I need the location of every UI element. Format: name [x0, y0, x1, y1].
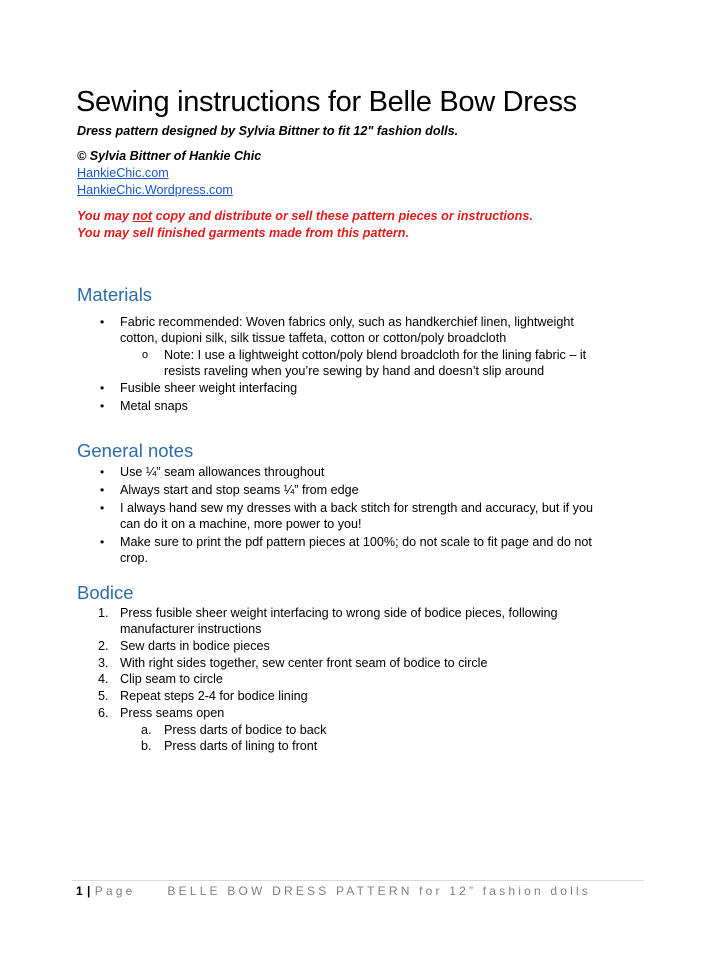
general-notes-item-4-line-1: Make sure to print the pdf pattern pieces at 100%; do not scale to fit page and do not: [120, 535, 592, 549]
bodice-step-1-line-1: Press fusible sheer weight interfacing to wrong side of bodice pieces, following: [120, 606, 558, 620]
bullet-marker: •: [100, 465, 105, 479]
copyright-line: © Sylvia Bittner of Hankie Chic: [77, 149, 262, 163]
step-number: 2.: [98, 639, 109, 653]
bodice-step-1-line-2: manufacturer instructions: [120, 622, 262, 636]
general-notes-item-4-line-2: crop.: [120, 551, 148, 565]
bullet-marker: •: [100, 381, 105, 395]
bodice-step-6b: Press darts of lining to front: [164, 739, 318, 753]
general-notes-item-2: Always start and stop seams ¼” from edge: [120, 483, 359, 497]
page-footer: [76, 884, 591, 898]
materials-note-line-2: resists raveling when you’re sewing by hand and doesn’t slip around: [164, 364, 545, 378]
step-number: 6.: [98, 706, 109, 720]
bullet-marker: •: [100, 501, 105, 515]
footer-running-title: BELLE BOW DRESS PATTERN for 12” fashion dolls: [167, 884, 592, 898]
sub-step-letter: b.: [141, 739, 152, 753]
warning-line-1: You may not copy and distribute or sell these pattern pieces or instructions.: [77, 209, 533, 223]
bodice-step-5: Repeat steps 2-4 for bodice lining: [120, 689, 308, 703]
sub-step-letter: a.: [141, 723, 152, 737]
materials-note-line-1: Note: I use a lightweight cotton/poly blend broadcloth for the lining fabric – it: [164, 348, 587, 362]
general-notes-item-3-line-1: I always hand sew my dresses with a back stitch for strength and accuracy, but if you: [120, 501, 593, 515]
document-title: Sewing instructions for Belle Bow Dress: [76, 86, 577, 118]
page-word: Page: [94, 884, 136, 898]
hankiechic-link[interactable]: HankieChic.com: [77, 166, 169, 180]
materials-item-1-line-1: Fabric recommended: Woven fabrics only, such as handkerchief linen, lightweight: [120, 315, 574, 329]
bullet-marker: •: [100, 315, 105, 329]
bodice-step-2: Sew darts in bodice pieces: [120, 639, 270, 653]
bodice-step-6: Press seams open: [120, 706, 225, 720]
warning-emphasis: not: [132, 209, 153, 223]
document-subtitle: Dress pattern designed by Sylvia Bittner to fit 12" fashion dolls.: [77, 124, 459, 138]
bullet-marker: •: [100, 483, 105, 497]
bodice-step-3: With right sides together, sew center front seam of bodice to circle: [120, 656, 488, 670]
materials-heading: Materials: [77, 284, 153, 305]
general-notes-item-1: Use ¼” seam allowances throughout: [120, 465, 325, 479]
bodice-heading: Bodice: [77, 582, 134, 603]
sub-bullet-marker: o: [142, 349, 149, 361]
materials-item-3: Metal snaps: [120, 399, 188, 413]
step-number: 5.: [98, 689, 109, 703]
materials-item-1-line-2: cotton, dupioni silk, silk tissue taffeta, cotton or cotton/poly broadcloth: [120, 331, 507, 345]
footer-separator: |: [87, 884, 91, 898]
warning-line-2: You may sell finished garments made from this pattern.: [77, 226, 409, 240]
bullet-marker: •: [100, 535, 105, 549]
bodice-step-4: Clip seam to circle: [120, 672, 223, 686]
step-number: 1.: [98, 606, 109, 620]
step-number: 3.: [98, 656, 109, 670]
bodice-step-6a: Press darts of bodice to back: [164, 723, 327, 737]
general-notes-heading: General notes: [77, 440, 194, 461]
materials-item-2: Fusible sheer weight interfacing: [120, 381, 298, 395]
page-number: 1: [76, 884, 84, 898]
bullet-marker: •: [100, 399, 105, 413]
hankiechic-wordpress-link[interactable]: HankieChic.Wordpress.com: [77, 183, 233, 197]
step-number: 4.: [98, 672, 109, 686]
general-notes-item-3-line-2: can do it on a machine, more power to you!: [120, 517, 362, 531]
footer-divider: [72, 880, 644, 881]
